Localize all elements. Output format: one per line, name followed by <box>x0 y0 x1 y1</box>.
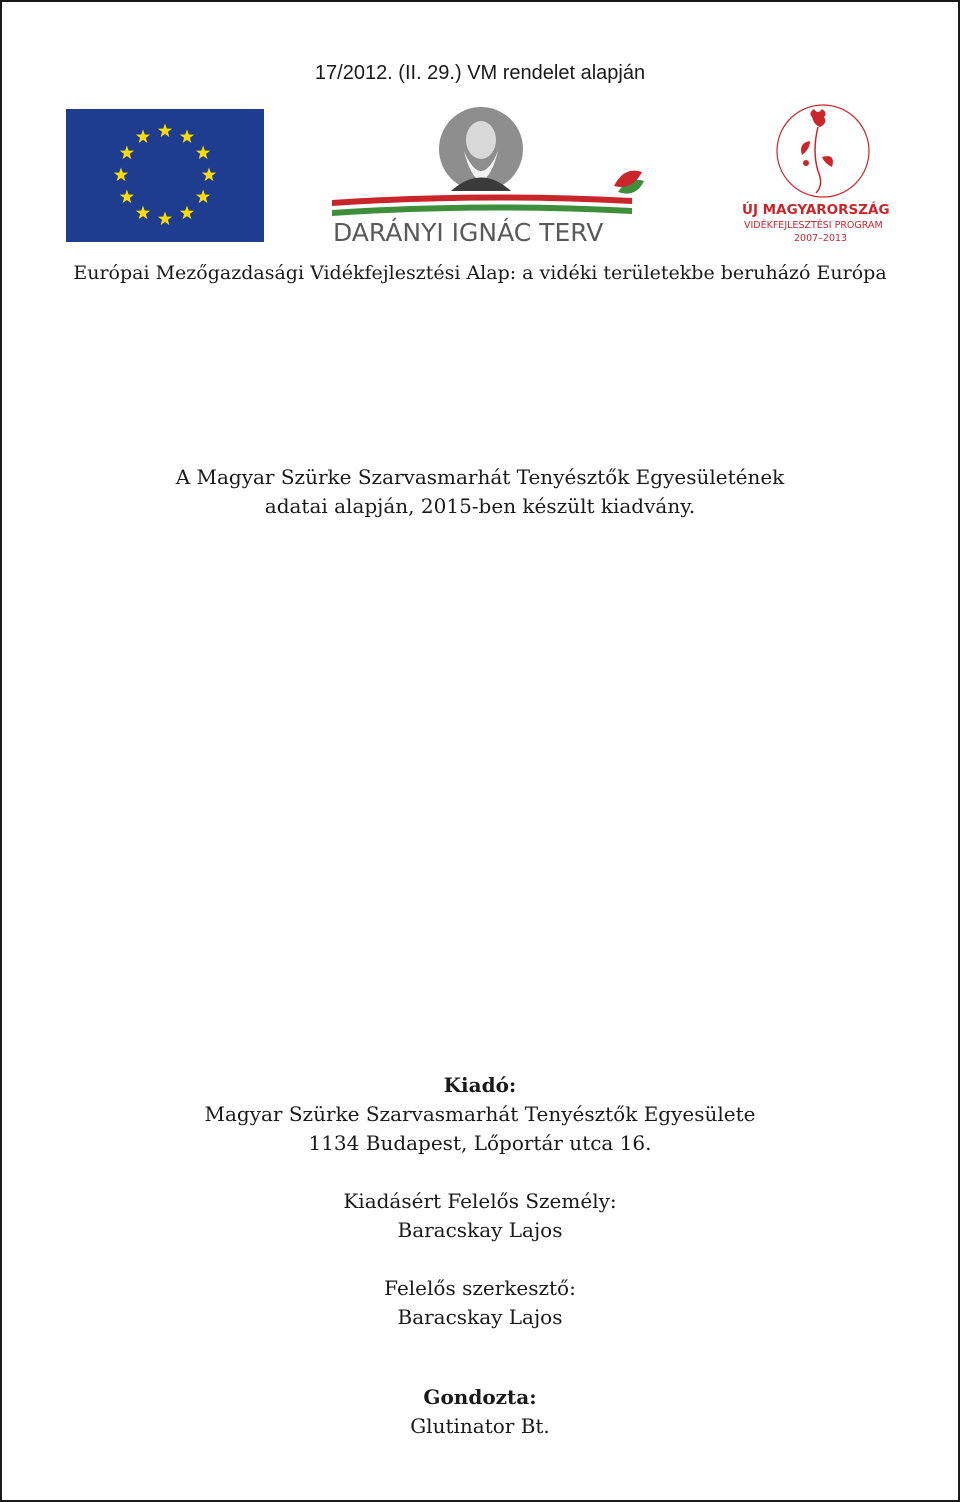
eu-star-icon <box>114 168 128 182</box>
tulip-icon <box>810 109 825 127</box>
keeper-label: Gondozta: <box>423 1385 537 1409</box>
eu-star-icon <box>202 168 216 182</box>
daranyi-ignac-terv-logo <box>332 106 650 244</box>
keeper-name: Glutinator Bt. <box>410 1414 550 1438</box>
fund-statement: Európai Mezőgazdasági Vidékfejlesztési Alap: a vidéki területekbe beruházó Európa <box>73 262 887 284</box>
eu-star-icon <box>136 206 150 220</box>
publisher-name: Magyar Szürke Szarvasmarhát Tenyésztők Egyesülete <box>204 1102 756 1126</box>
editor-label: Felelős szerkesztő: <box>384 1276 576 1300</box>
responsible-name: Baracskay Lajos <box>397 1218 563 1242</box>
eu-star-icon <box>158 124 172 138</box>
publisher-address: 1134 Budapest, Lőportár utca 16. <box>308 1131 652 1155</box>
daranyi-logo-text: DARÁNYI IGNÁC TERV <box>333 218 604 244</box>
umvp-title: ÚJ MAGYARORSZÁG <box>742 202 890 218</box>
colophon <box>2 1071 958 1441</box>
responsible-label: Kiadásért Felelős Személy: <box>343 1189 617 1213</box>
red-stripe <box>332 194 632 206</box>
eu-star-icon <box>120 190 134 204</box>
umvp-subtitle: VIDÉKFEJLESZTÉSI PROGRAM <box>744 220 883 231</box>
publication-line-1: A Magyar Szürke Szarvasmarhát Tenyésztők Egyesületének <box>175 465 785 489</box>
eu-star-icon <box>196 146 210 160</box>
umvp-years: 2007–2013 <box>794 233 848 244</box>
green-stripe <box>332 204 632 216</box>
uj-magyarorszag-logo <box>740 101 898 247</box>
eu-star-icon <box>180 206 194 220</box>
publication-line-2: adatai alapján, 2015-ben készült kiadvány. <box>264 494 696 518</box>
editor-name: Baracskay Lajos <box>397 1305 563 1329</box>
decree-reference: 17/2012. (II. 29.) VM rendelet alapján <box>314 62 646 84</box>
publication-note <box>2 463 958 521</box>
eu-star-icon <box>136 129 150 143</box>
eu-star-icon <box>158 212 172 226</box>
eu-stars <box>66 109 264 242</box>
eu-star-icon <box>120 146 134 160</box>
eu-flag-icon <box>66 109 264 242</box>
eu-star-icon <box>180 129 194 143</box>
eu-star-icon <box>196 190 210 204</box>
publisher-label: Kiadó: <box>443 1073 517 1097</box>
